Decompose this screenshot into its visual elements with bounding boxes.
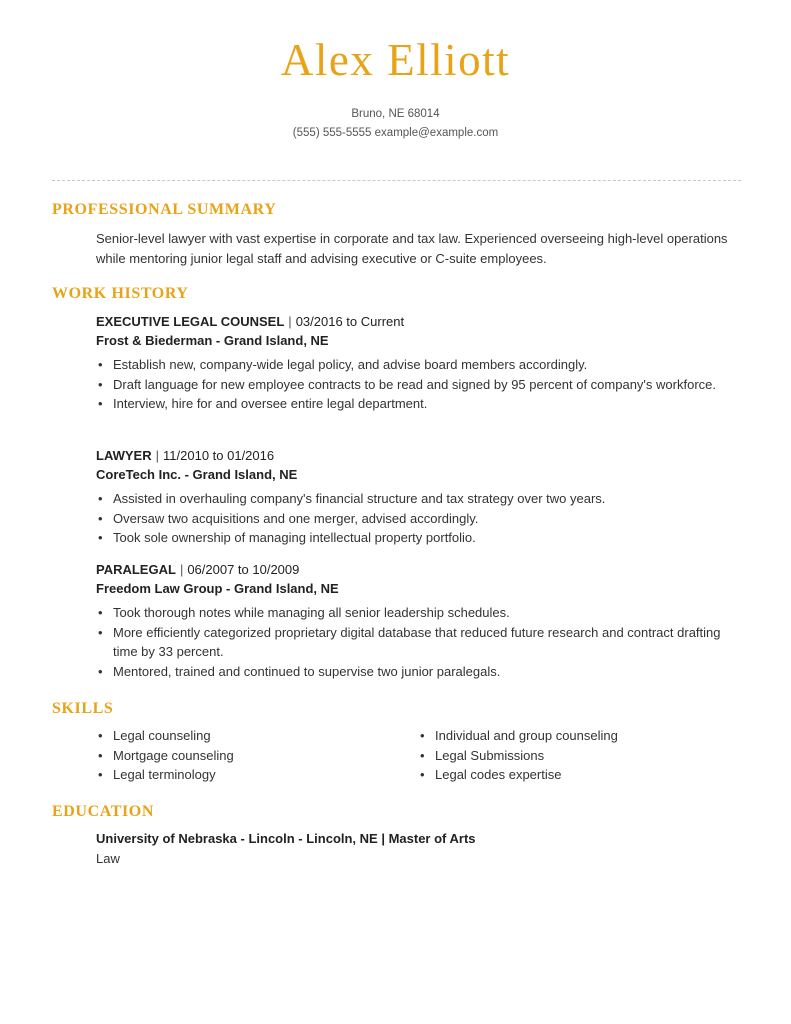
job-bullets	[96, 355, 736, 414]
candidate-name: Alex Elliott	[280, 35, 511, 85]
job-header	[96, 447, 274, 465]
job-header	[96, 561, 299, 579]
job-dates: 03/2016 to Current	[295, 314, 405, 329]
section-title-skills: SKILLS	[52, 700, 114, 717]
job-title: EXECUTIVE LEGAL COUNSEL	[96, 314, 285, 329]
list-item: • More efficiently categorized proprietary digital database that reduced future research and contract drafting time by 33 percent.	[96, 623, 736, 662]
contact-line	[0, 127, 791, 139]
education-field: Law	[96, 851, 120, 866]
list-item: • Legal codes expertise	[418, 765, 791, 785]
header-divider	[52, 180, 741, 181]
list-item: • Interview, hire for and oversee entire legal department.	[96, 394, 736, 414]
job-dates: 11/2010 to 01/2016	[163, 448, 275, 463]
list-item: • Took thorough notes while managing all senior leadership schedules.	[96, 603, 736, 623]
job-company: Freedom Law Group - Grand Island, NE	[96, 581, 339, 596]
section-title-education: EDUCATION	[52, 803, 155, 820]
list-item: • Legal Submissions	[418, 746, 791, 766]
list-item: • Took sole ownership of managing intellectual property portfolio.	[96, 528, 736, 548]
section-title-summary: PROFESSIONAL SUMMARY	[52, 201, 277, 218]
job-separator: |	[179, 562, 184, 577]
job-header	[96, 313, 404, 331]
list-item: • Assisted in overhauling company's financial structure and tax strategy over two years.	[96, 489, 736, 509]
job-title: LAWYER	[96, 448, 152, 463]
job-company: Frost & Biederman - Grand Island, NE	[96, 333, 329, 348]
list-item: • Oversaw two acquisitions and one merger, advised accordingly.	[96, 509, 736, 529]
summary-text: Senior-level lawyer with vast expertise in corporate and tax law. Experienced overseeing high-level operations while mentoring junior legal staff and advising executive or C-suite employees.	[96, 231, 728, 266]
education-degree: University of Nebraska - Lincoln - Lincoln, NE | Master of Arts	[96, 831, 476, 846]
job-separator: |	[288, 314, 292, 329]
list-item: • Legal counseling	[96, 726, 736, 746]
list-item: • Mentored, trained and continued to supervise two junior paralegals.	[96, 662, 736, 682]
list-item: • Legal terminology	[96, 765, 736, 785]
job-separator: |	[155, 448, 160, 463]
job-bullets	[96, 603, 736, 681]
job-title: PARALEGAL	[96, 562, 176, 577]
job-dates: 06/2007 to 10/2009	[187, 562, 300, 577]
section-title-work-history: WORK HISTORY	[52, 285, 189, 302]
contact-phone: (555) 555-5555	[292, 127, 372, 139]
contact-email: example@example.com	[374, 127, 499, 139]
list-item: • Establish new, company-wide legal policy, and advise board members accordingly.	[96, 355, 736, 375]
contact-address: Bruno, NE 68014	[351, 108, 440, 120]
skills-right-list	[418, 726, 791, 785]
job-bullets	[96, 489, 736, 548]
list-item: • Individual and group counseling	[418, 726, 791, 746]
list-item: • Mortgage counseling	[96, 746, 736, 766]
job-company: CoreTech Inc. - Grand Island, NE	[96, 467, 298, 482]
list-item: • Draft language for new employee contracts to be read and signed by 95 percent of company's workforce.	[96, 375, 736, 395]
